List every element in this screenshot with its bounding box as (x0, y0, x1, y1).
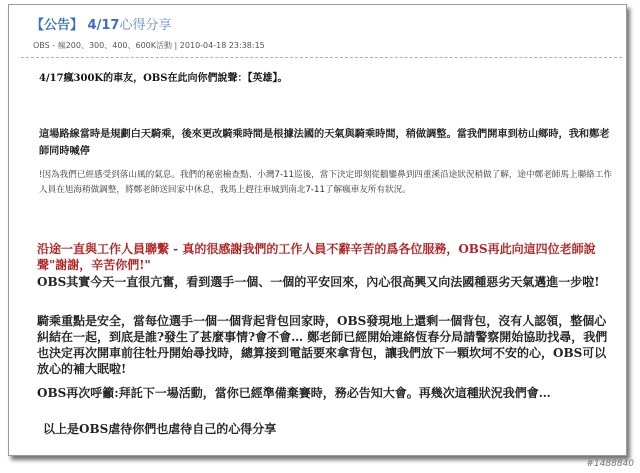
closing-paragraph: 以上是OBS虐待你們也虐待自己的心得分享 (43, 422, 277, 436)
post-title-text: 心得分享 (119, 18, 172, 33)
safety-paragraph: 騎乘重點是安全，當每位選手一個一個背起背包回家時，OBS發現地上還剩一個背包，沒有人認領，整個心糾結在一起，到底是誰?發生了甚麼事情?會不會… 鄭老師已經開始連絡恆春分局請警察開始協助找尋，我們也決定再次開車前往牡丹開始尋找時，總算接到電話要來拿背包，讓我們放下一顆坎坷不安的心，OBS可以放心的補大眠啦! (37, 314, 608, 376)
post-title[interactable] (31, 14, 171, 33)
intro-paragraph: 4/17瘋300K的車友，OBS在此向你們說聲：【英雄】。 (39, 73, 288, 84)
post-title-date: 4/17 (87, 18, 120, 33)
thanks-paragraph: 沿途一直與工作人員聯繫 - 真的很感謝我們的工作人員不辭辛苦的爲各位服務，OBS再此向這四位老師說聲"謝謝，辛苦你們!" (37, 242, 596, 272)
post-tag: 【公告】 (31, 18, 84, 33)
divider (21, 57, 622, 58)
watermark: #1488840 (586, 459, 634, 469)
post-frame (8, 4, 627, 456)
excited-paragraph: OBS其實今天一直很亢奮，看到選手一個、一個的平安回來，內心很高興又向法國種惡劣天氣邁進一步啦! (37, 275, 600, 289)
post-meta: OBS - 瘋200、300、400、600K活動 | 2010-04-18 23:38:15 (33, 41, 265, 50)
note-part-1: 這場路線當時是規劃白天騎乘，後來更改騎乘時間是根據法國的天氣與騎乘時間，稍做調整。 (39, 128, 457, 140)
note-part-2: 當我們開車到枋山鄉時，我和鄭老師同時喊停 (39, 128, 610, 157)
detail-paragraph: !因為我們已經感受到落山風的氣息。我們的秘密檢查點、小灣7-11巡後，當下決定即刻從鵝鑾鼻到四重溪沿途狀況稍做了解，途中鄭老師馬上聯絡工作人員在旭海稍做調整，將鄭老師送回家中休息，我馬上趕往車城到南北7-11了解瘋車友所有狀況。 (39, 170, 612, 195)
post-header (9, 5, 626, 61)
note-paragraph (39, 126, 615, 160)
appeal-paragraph: OBS再次呼籲:拜託下一場活動，當你已經準備棄賽時，務必告知大會。再幾次這種狀況我們會… (37, 386, 551, 400)
